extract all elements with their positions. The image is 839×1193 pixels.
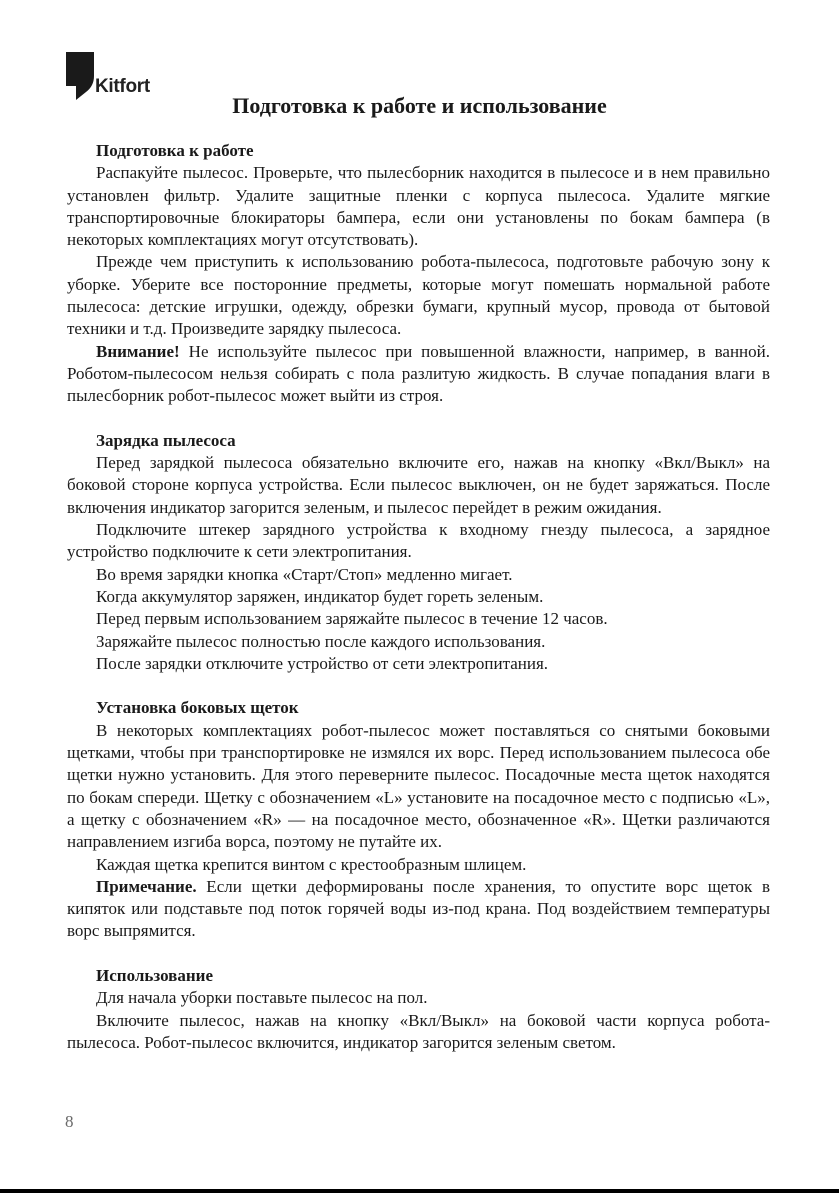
paragraph: Для начала уборки поставьте пылесос на пол. [96,988,428,1008]
section-preparation [67,140,770,408]
paragraph: Включите пылесос, нажав на кнопку «Вкл/Выкл» на боковой части корпуса робота-пылесоса. Робот-пылесос включится, индикатор загорится зеленым светом. [67,1010,770,1052]
paragraph: После зарядки отключите устройство от сети электропитания. [96,653,549,673]
paragraph: Подключите штекер зарядного устройства к входному гнезду пылесоса, а зарядное устройство подключите к сети электропитания. [67,520,770,562]
section-usage [67,965,770,1054]
section-side-brushes [67,697,770,942]
document-body [67,140,770,1054]
paragraph: Когда аккумулятор заряжен, индикатор будет гореть зеленым. [96,586,544,606]
section-charging [67,430,770,675]
paragraph: Прежде чем приступить к использованию робота-пылесоса, подготовьте рабочую зону к уборке. Уберите все посторонние предметы, которые могут помешать нормальной работе пылесоса: детские игрушки, одежду, обрезки бумаги, крупный мусор, провода от бытовой техники и т.д. Произведите зарядку пылесоса. [67,252,770,339]
page-number: 8 [65,1112,74,1131]
paragraph: Во время зарядки кнопка «Старт/Стоп» медленно мигает. [96,564,513,584]
paragraph: Перед зарядкой пылесоса обязательно включите его, нажав на кнопку «Вкл/Выкл» на боковой стороне корпуса устройства. Если пылесос выключен, он не будет заряжаться. После включения индикатор загорится зеленым, и пылесос перейдет в режим ожидания. [67,453,770,517]
note-text: Если щетки деформированы после хранения, то опустите ворс щеток в кипяток или подставьте под поток горячей воды из-под крана. Под воздействием температуры ворс выпрямится. [67,876,770,941]
paragraph-note [67,876,770,943]
page-title: Подготовка к работе и использование [232,93,607,118]
brand-name: Kitfort [95,76,150,97]
paragraph: Распакуйте пылесос. Проверьте, что пылесборник находится в пылесосе и в нем правильно установлен фильтр. Удалите защитные пленки с корпуса пылесоса. Удалите мягкие транспортировочные блокираторы бампера, если они установлены по бокам бампера (в некоторых комплектациях могут отсутствовать). [67,163,770,250]
note-label: Примечание. [96,876,197,896]
paragraph: Заряжайте пылесос полностью после каждого использования. [96,631,546,651]
warning-label: Внимание! [96,341,180,361]
section-heading: Использование [96,965,213,985]
paragraph: В некоторых комплектациях робот-пылесос может поставляться со снятыми боковыми щетками, чтобы при транспортировке не измялся их ворс. Перед использованием пылесоса обе щетки нужно установить. Для этого переверните пылесос. Посадочные места щеток находятся по бокам спереди. Щетку с обозначением «L» установите на посадочное место с подписью «L», а щетку с обозначением «R» — на посадочное место, обозначенное «R». Щетки различаются направлением изгиба ворса, поэтому не путайте их. [67,720,770,852]
warning-text: Не используйте пылесос при повышенной влажности, например, в ванной. Роботом-пылесосом нельзя собирать с пола разлитую жидкость. В случае попадания влаги в пылесборник робот-пылесос может выйти из строя. [67,341,770,406]
paragraph-warning [67,341,770,408]
bottom-border [0,1189,839,1193]
paragraph: Каждая щетка крепится винтом с крестообразным шлицем. [96,854,527,874]
section-heading: Подготовка к работе [96,141,254,160]
section-heading: Установка боковых щеток [96,698,299,718]
section-heading: Зарядка пылесоса [96,430,236,450]
paragraph: Перед первым использованием заряжайте пылесос в течение 12 часов. [96,609,608,629]
